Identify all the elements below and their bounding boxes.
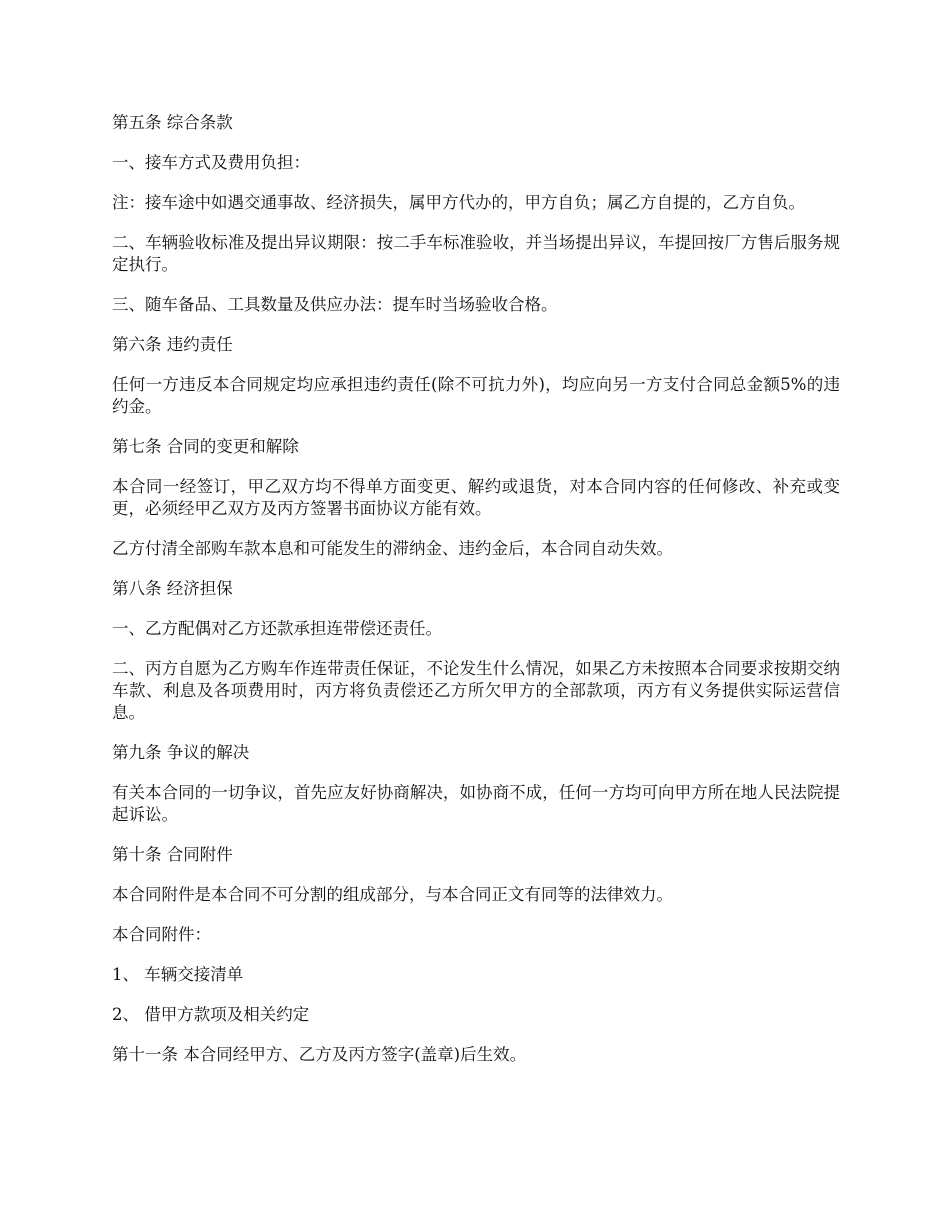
- pickup-method-paragraph: 一、接车方式及费用负担：: [112, 153, 310, 172]
- article-7-heading: 第七条 合同的变更和解除: [112, 437, 299, 456]
- article-5-heading: 第五条 综合条款: [112, 113, 233, 132]
- acceptance-standard-paragraph: 二、车辆验收标准及提出异议期限：按二手车标准验收，并当场提出异议，车提回按厂方售后服务规定执行。: [112, 233, 840, 274]
- pickup-note-paragraph: 注：接车途中如遇交通事故、经济损失，属甲方代办的，甲方自负；属乙方自提的，乙方自负。: [112, 193, 805, 212]
- article-6-heading: 第六条 违约责任: [112, 335, 233, 354]
- breach-liability-paragraph: 任何一方违反本合同规定均应承担违约责任(除不可抗力外)，均应向另一方支付合同总金额5%的违约金。: [112, 375, 840, 416]
- dispute-resolution-paragraph: 有关本合同的一切争议，首先应友好协商解决，如协商不成，任何一方均可向甲方所在地人民法院提起诉讼。: [112, 783, 840, 824]
- attachment-validity-paragraph: 本合同附件是本合同不可分割的组成部分，与本合同正文有同等的法律效力。: [112, 885, 673, 904]
- article-10-heading: 第十条 合同附件: [112, 845, 233, 864]
- accessories-paragraph: 三、随车备品、工具数量及供应办法：提车时当场验收合格。: [112, 295, 558, 314]
- article-9-heading: 第九条 争议的解决: [112, 743, 250, 762]
- article-8-heading: 第八条 经济担保: [112, 579, 233, 598]
- article-11-heading: 第十一条 本合同经甲方、乙方及丙方签字(盖章)后生效。: [112, 1045, 527, 1064]
- attachments-label: 本合同附件：: [112, 925, 211, 944]
- party-c-guarantee-paragraph: 二、丙方自愿为乙方购车作连带责任保证，不论发生什么情况，如果乙方未按照本合同要求按期交纳车款、利息及各项费用时，丙方将负责偿还乙方所欠甲方的全部款项，丙方有义务提供实际运营信息。: [112, 659, 840, 722]
- contract-change-paragraph: 本合同一经签订，甲乙双方均不得单方面变更、解约或退货，对本合同内容的任何修改、补充或变更，必须经甲乙双方及丙方签署书面协议方能有效。: [112, 477, 840, 518]
- spouse-guarantee-paragraph: 一、乙方配偶对乙方还款承担连带偿还责任。: [112, 619, 442, 638]
- attachment-item-1: 1、 车辆交接清单: [112, 965, 244, 984]
- contract-expiry-paragraph: 乙方付清全部购车款本息和可能发生的滞纳金、违约金后，本合同自动失效。: [112, 539, 673, 558]
- attachment-item-2: 2、 借甲方款项及相关约定: [112, 1005, 310, 1024]
- document-page: [112, 112, 840, 1084]
